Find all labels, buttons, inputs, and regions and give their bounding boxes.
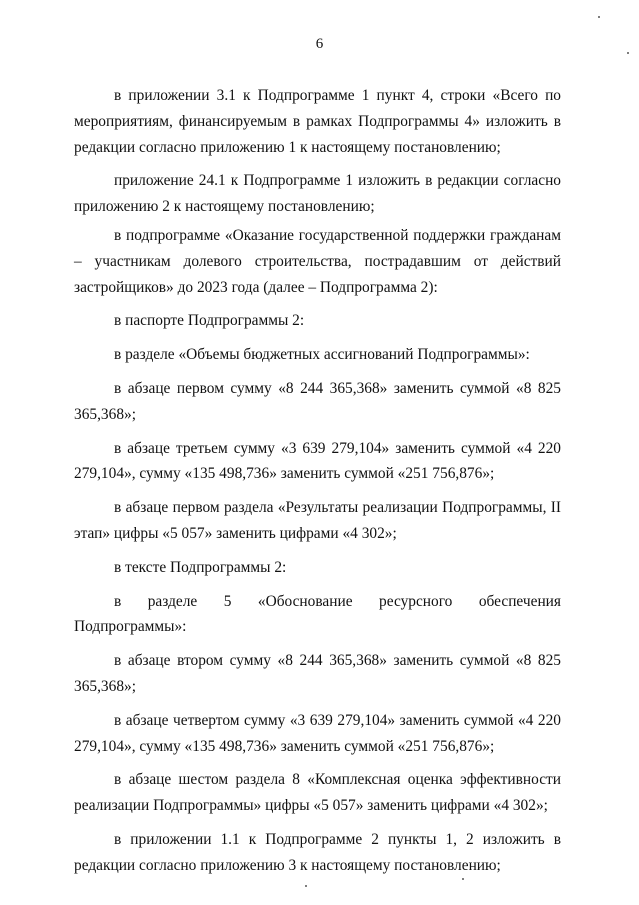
paragraph-12: в абзаце четвертом сумму «3 639 279,104» заменить суммой «4 220 279,104», сумму «135 498,736» заменить суммой «251 756,876»; xyxy=(74,711,561,755)
paragraph-3: в подпрограмме «Оказание государственной поддержки гражданам – участникам долевого строительства, пострадавшим от действий застройщиков» до 2023 года (далее – Подпрограмма 2): xyxy=(74,226,561,296)
paragraph-11: в абзаце втором сумму «8 244 365,368» заменить суммой «8 825 365,368»; xyxy=(74,652,561,695)
document-body xyxy=(74,83,561,882)
paragraph-4: в паспорте Подпрограммы 2: xyxy=(114,312,305,330)
paragraph-6: в абзаце первом сумму «8 244 365,368» заменить суммой «8 825 365,368»; xyxy=(74,379,561,423)
paragraph-14: в приложении 1.1 к Подпрограмме 2 пункты 1, 2 изложить в редакции согласно приложению 3 к настоящему постановлению; xyxy=(74,830,561,874)
paragraph-13: в абзаце шестом раздела 8 «Комплексная оценка эффективности реализации Подпрограммы» цифры «5 057» заменить цифрами «4 302»; xyxy=(74,771,561,815)
scan-speck xyxy=(598,16,600,18)
paragraph-8: в абзаце первом раздела «Результаты реализации Подпрограммы, II этап» цифры «5 057» заменить цифрами «4 302»; xyxy=(74,499,561,542)
paragraph-10: в разделе 5 «Обоснование ресурсного обеспечения Подпрограммы»: xyxy=(74,592,561,636)
scan-speck xyxy=(305,885,307,887)
paragraph-9: в тексте Подпрограммы 2: xyxy=(114,558,287,576)
paragraph-2: приложение 24.1 к Подпрограмме 1 изложить в редакции согласно приложению 2 к настоящему постановлению; xyxy=(74,172,561,216)
paragraph-5: в разделе «Объемы бюджетных ассигнований Подпрограммы»: xyxy=(114,346,530,364)
paragraph-7: в абзаце третьем сумму «3 639 279,104» заменить суммой «4 220 279,104», сумму «135 498,736» заменить суммой «251 756,876»; xyxy=(74,439,561,483)
paragraph-1: в приложении 3.1 к Подпрограмме 1 пункт 4, строки «Всего по мероприятиям, финансируемым в рамках Подпрограммы 4» изложить в редакции согласно приложению 1 к настоящему постановлению; xyxy=(74,87,561,156)
scan-speck xyxy=(627,52,629,54)
page-number: 6 xyxy=(315,36,324,52)
scan-speck xyxy=(462,878,464,880)
